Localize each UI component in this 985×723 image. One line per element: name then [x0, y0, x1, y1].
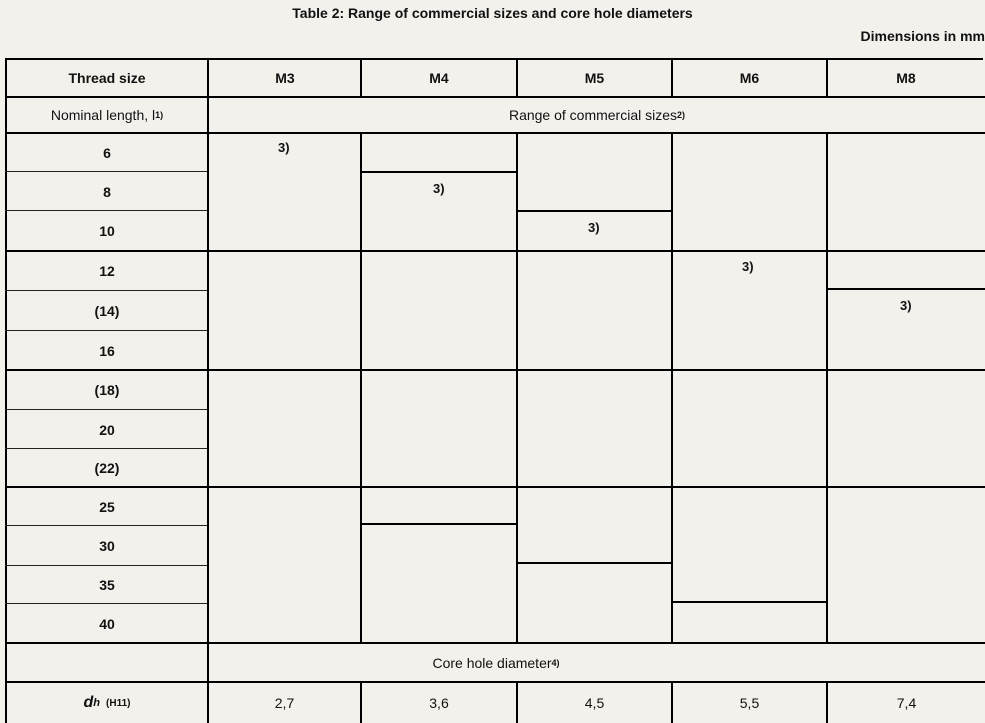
column-divider-4: [826, 58, 828, 96]
thread-size-label: Thread size: [68, 70, 146, 86]
row-separator: [5, 448, 207, 449]
units-label: Dimensions in mm: [860, 28, 985, 44]
row-separator: [5, 603, 207, 604]
length-row-label: 30: [99, 538, 115, 554]
row-separator: [5, 210, 207, 211]
column-header-m3: M3: [275, 70, 295, 86]
core-hole-m8: 7,4: [896, 695, 917, 711]
row-separator: [5, 330, 207, 331]
row-separator: [5, 525, 207, 526]
range-heading-footnote: 2): [677, 110, 686, 120]
row-separator: [5, 171, 207, 172]
length-row-label: 8: [103, 183, 111, 200]
m4-range-end: [360, 523, 516, 525]
nominal-length-footnote: 1): [155, 110, 164, 120]
m5-range-end: [516, 562, 671, 564]
row-separator: [5, 409, 207, 410]
length-row-label: 6: [103, 144, 111, 161]
core-hole-footnote: 4): [551, 657, 560, 668]
core-hole-m5: 4,5: [584, 695, 605, 711]
length-row-label: 35: [99, 577, 115, 593]
length-row-label: 12: [99, 263, 115, 279]
nominal-length-text: Nominal length, l: [50, 107, 156, 123]
column-header-m5: M5: [584, 70, 605, 86]
range-divider-4: [826, 132, 828, 642]
m8-range-start: [826, 288, 985, 290]
range-divider-2: [516, 132, 518, 642]
range-divider-3: [671, 132, 673, 642]
length-row-label: 25: [99, 498, 115, 515]
row-label-divider: [207, 58, 209, 723]
length-row-label: 10: [99, 223, 115, 239]
core-hole-symbol-subscript: h: [93, 697, 101, 709]
m5-range-footnote: 3): [588, 220, 600, 235]
core-hole-m3: 2,7: [274, 695, 295, 711]
length-row-label: 40: [99, 615, 115, 632]
column-header-m4: M4: [429, 70, 449, 86]
length-row-label: (22): [94, 460, 120, 476]
row-separator: [5, 565, 207, 566]
column-divider-2: [516, 58, 518, 96]
table-title: Table 2: Range of commercial sizes and core hole diameters: [292, 5, 693, 21]
core-hole-m4: 3,6: [429, 695, 449, 711]
m4-range-start: [360, 171, 516, 173]
row-separator: [5, 290, 207, 291]
m4-range-footnote: 3): [433, 181, 445, 196]
nominal-length-label: [7, 98, 207, 132]
column-divider-1: [360, 58, 362, 96]
m3-range-end: [209, 486, 360, 488]
m5-range-start: [516, 210, 671, 212]
range-heading-text: Range of commercial sizes: [508, 107, 678, 123]
m6-range-end: [671, 601, 826, 603]
length-row-label: 20: [99, 421, 115, 438]
range-heading: [209, 98, 985, 132]
m6-range-footnote: 3): [742, 259, 754, 274]
core-hole-heading: [7, 644, 985, 681]
core-hole-tolerance: (H11): [106, 697, 131, 709]
range-divider-1: [360, 132, 362, 642]
core-hole-m6: 5,5: [739, 695, 760, 711]
column-divider-3: [671, 58, 673, 96]
column-header-m6: M6: [739, 70, 760, 86]
length-row-label: (14): [94, 303, 120, 319]
core-hole-symbol-letter: d: [83, 694, 94, 711]
core-hole-heading-text: Core hole diameter: [432, 654, 552, 671]
column-header-m8: M8: [896, 70, 916, 86]
length-row-label: (18): [94, 382, 120, 398]
core-hole-symbol: [7, 683, 207, 723]
m8-range-footnote: 3): [900, 298, 912, 313]
length-row-label: 16: [99, 342, 115, 359]
m3-range-footnote: 3): [278, 140, 290, 155]
